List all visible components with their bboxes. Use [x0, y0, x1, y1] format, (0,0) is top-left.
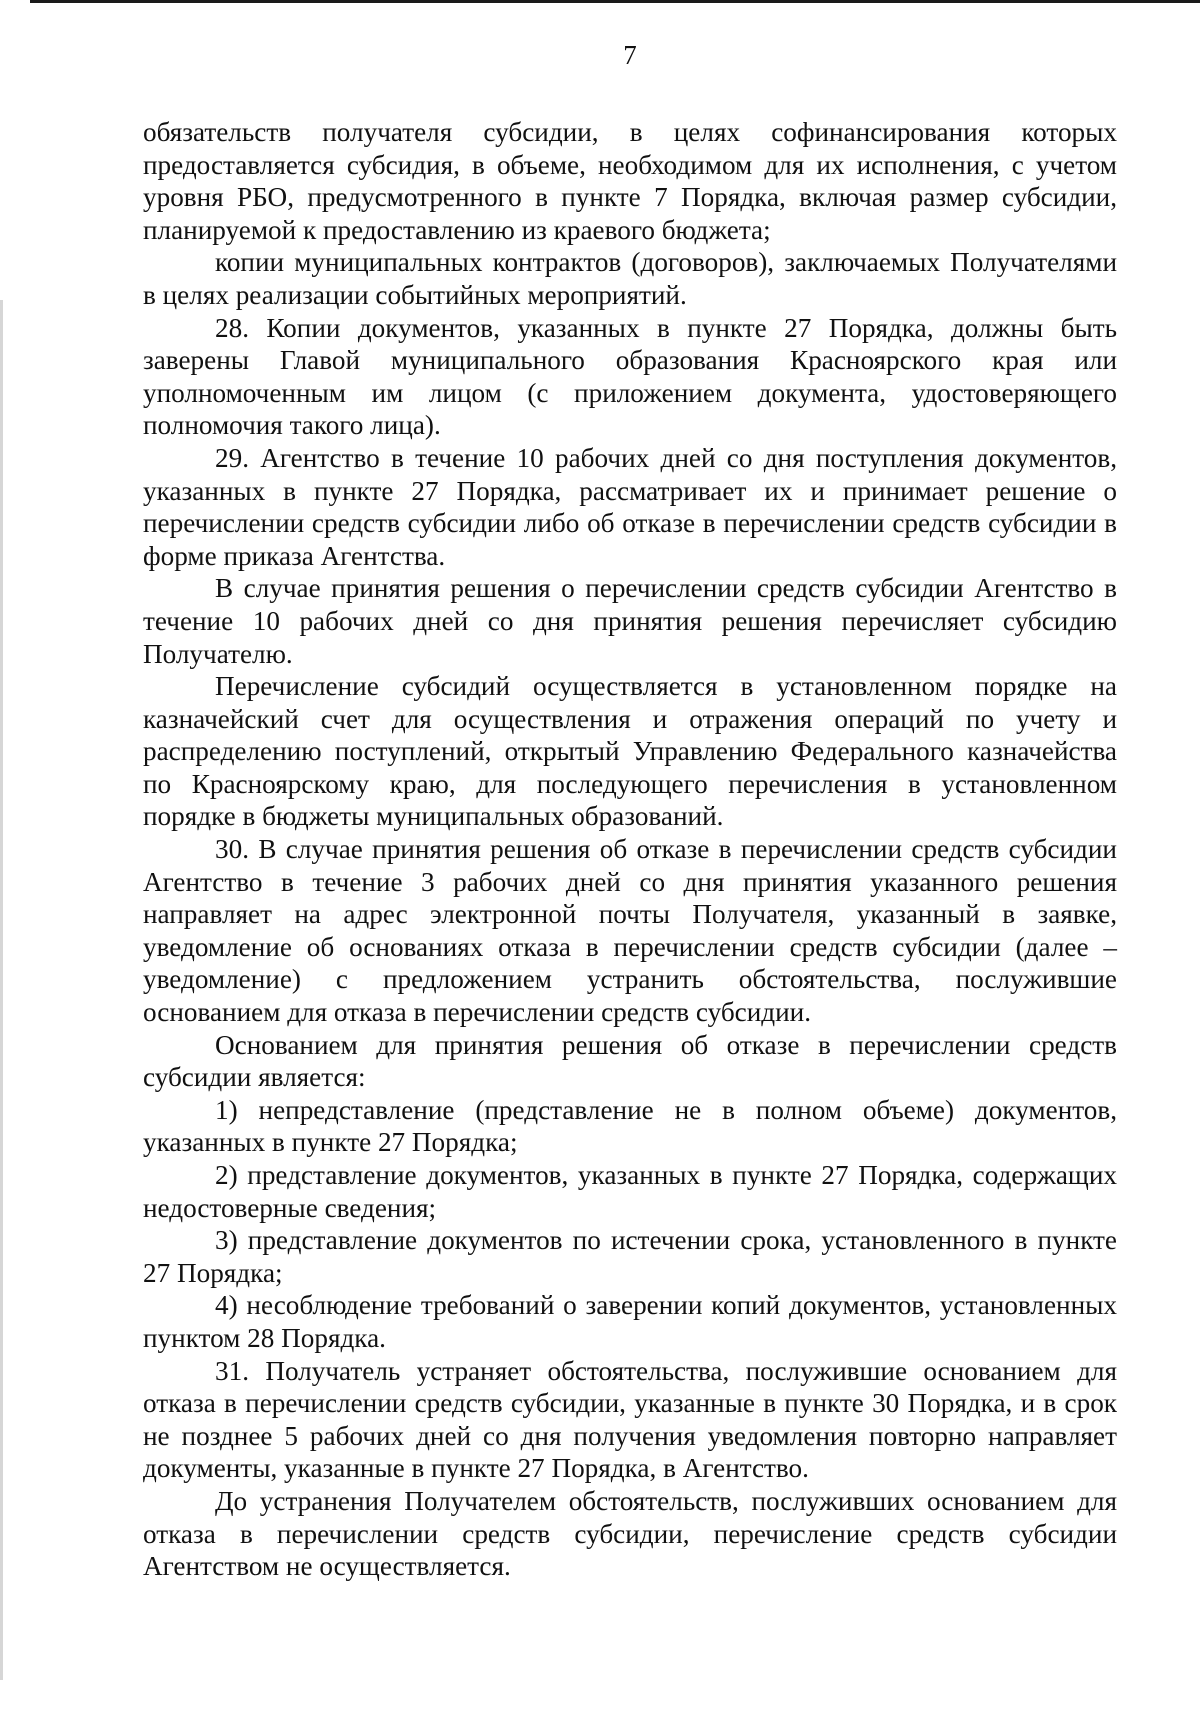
- list-item: 4) несоблюдение требований о заверении копий документов, установленных пунктом 28 Порядка.: [143, 1290, 1117, 1353]
- scan-left-edge: [0, 300, 3, 1680]
- paragraph: В случае принятия решения о перечислении средств субсидии Агентство в течение 10 рабочих дней со дня принятия решения перечисляет субсидию Получателю.: [143, 573, 1117, 669]
- paragraph: Перечисление субсидий осуществляется в установленном порядке на казначейский счет для осуществления и отражения операций по учету и распределению поступлений, открытый Управлению Федерального казначейства по Красноярскому краю, для последующего перечисления в установленном порядке в бюджеты муниципальных образований.: [143, 671, 1117, 832]
- paragraph: 29. Агентство в течение 10 рабочих дней со дня поступления документов, указанных в пункте 27 Порядка, рассматривает их и принимает решение о перечислении средств субсидии либо об отказе в перечислении средств субсидии в форме приказа Агентства.: [143, 442, 1117, 571]
- scan-top-edge: [30, 0, 1200, 3]
- page-number: 7: [623, 40, 637, 70]
- paragraph: Основанием для принятия решения об отказе в перечислении средств субсидии является:: [143, 1029, 1117, 1093]
- paragraph: обязательств получателя субсидии, в целях софинансирования которых предоставляется субсидия, в объеме, необходимом для их исполнения, с учетом уровня РБО, предусмотренного в пункте 7 Порядка, включая размер субсидии, планируемой к предоставлению из краевого бюджета;: [143, 117, 1117, 245]
- list-item: 2) представление документов, указанных в пункте 27 Порядка, содержащих недостоверные сведения;: [143, 1160, 1117, 1223]
- paragraph: 28. Копии документов, указанных в пункте 27 Порядка, должны быть заверены Главой муниципального образования Красноярского края или уполномоченным им лицом (с приложением документа, удостоверяющего полномочия такого лица).: [143, 312, 1117, 441]
- list-item: 3) представление документов по истечении срока, установленного в пункте 27 Порядка;: [143, 1225, 1117, 1288]
- paragraph: До устранения Получателем обстоятельств, послуживших основанием для отказа в перечислении средств субсидии, перечисление средств субсидии Агентством не осуществляется.: [143, 1485, 1117, 1582]
- paragraph: 31. Получатель устраняет обстоятельства, послужившие основанием для отказа в перечислении средств субсидии, указанные в пункте 30 Порядка, и в срок не позднее 5 рабочих дней со дня получения уведомления повторно направляет документы, указанные в пункте 27 Порядка, в Агентство.: [143, 1355, 1117, 1484]
- paragraph: 30. В случае принятия решения об отказе в перечислении средств субсидии Агентство в течение 3 рабочих дней со дня принятия указанного решения направляет на адрес электронной почты Получателя, указанный в заявке, уведомление об основаниях отказа в перечислении средств субсидии (далее – уведомление) с предложением устранить обстоятельства, послужившие основанием для отказа в перечислении средств субсидии.: [143, 834, 1117, 1028]
- paragraph: копии муниципальных контрактов (договоров), заключаемых Получателями в целях реализации событийных мероприятий.: [143, 247, 1117, 310]
- list-item: 1) непредставление (представление не в полном объеме) документов, указанных в пункте 27 Порядка;: [143, 1094, 1117, 1158]
- document-body: [143, 116, 1117, 1583]
